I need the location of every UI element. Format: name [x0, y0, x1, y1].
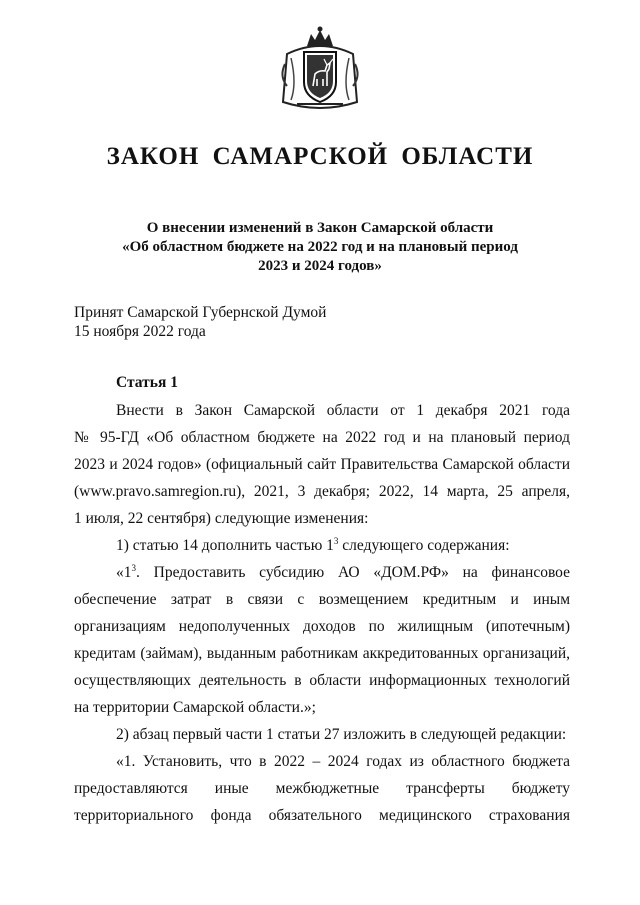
item-text: 1) статью 14 дополнить частью 1: [116, 537, 334, 554]
amendment-item-2: 2) абзац первый части 1 статьи 27 изложить в следующей редакции:: [116, 726, 567, 743]
quoted-text-line: кредитам (займам), выданным работникам аккредитованных организаций,: [74, 645, 570, 662]
body-line: 1 июля, 22 сентября) следующие изменения:: [74, 510, 369, 527]
quoted-text-line: осуществляющих деятельность в области информационных технологий: [74, 672, 570, 689]
item-text: следующего содержания:: [338, 537, 510, 554]
body-line: 2023 и 2024 годов» (официальный сайт Правительства Самарской области: [74, 456, 570, 473]
amendment-item-1: [116, 536, 570, 556]
quoted-text-line: «1. Установить, что в 2022 – 2024 годах из областного бюджета: [116, 753, 570, 770]
quoted-text-line: обеспечение затрат в связи с возмещением кредитным и иным: [74, 591, 570, 608]
law-subtitle: [0, 219, 640, 276]
subtitle-line: «Об областном бюджете на 2022 год и на плановый период: [122, 239, 518, 255]
adopted-by: Принят Самарской Губернской Думой: [74, 304, 327, 321]
law-title: ЗАКОН САМАРСКОЙ ОБЛАСТИ: [106, 143, 534, 170]
quoted-text-line: территориального фонда обязательного медицинского страхования: [74, 807, 570, 824]
superscript: 3: [333, 536, 339, 546]
quoted-text-line: организациям недополученных доходов по жилищным (ипотечным): [74, 618, 570, 635]
coat-of-arms-icon: [277, 24, 363, 114]
body-line: Внести в Закон Самарской области от 1 декабря 2021 года: [116, 402, 570, 419]
subtitle-line: 2023 и 2024 годов»: [258, 258, 382, 274]
superscript: 3: [131, 563, 136, 573]
quoted-text-line: на территории Самарской области.»;: [74, 699, 316, 716]
quoted-text-line: [116, 563, 570, 583]
adopted-date: 15 ноября 2022 года: [74, 323, 206, 340]
adoption-note: [74, 303, 326, 341]
subtitle-line: О внесении изменений в Закон Самарской области: [146, 220, 494, 236]
body-line: № 95-ГД «Об областном бюджете на 2022 год и на плановый период: [74, 429, 570, 446]
quote-text: . Предоставить субсидию АО «ДОМ.РФ» на финансовое: [136, 564, 570, 581]
quote-text: «1: [116, 564, 132, 581]
body-line: (www.pravo.samregion.ru), 2021, 3 декабря; 2022, 14 марта, 25 апреля,: [74, 483, 570, 500]
quoted-text-line: предоставляются иные межбюджетные трансферты бюджету: [74, 780, 570, 797]
article-heading: Статья 1: [116, 374, 178, 391]
